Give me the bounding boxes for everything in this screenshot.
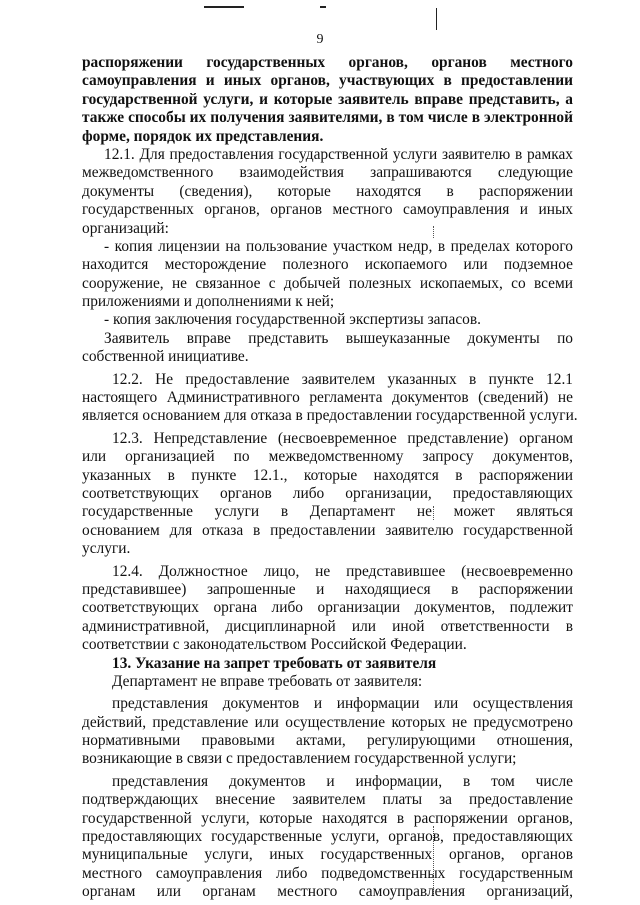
paragraph-line: государственных органов, органов местного самоуправления и иных (82, 201, 573, 219)
paragraph-line: 12.4. Должностное лицо, не представившее (несвоевременно (112, 562, 573, 580)
paragraph-line: местного самоуправления либо подведомственных государственным (82, 864, 573, 882)
heading-line: государственной услуги, и которые заявитель вправе представить, а (82, 90, 573, 108)
section-13-heading (82, 655, 573, 673)
paragraph-line: сооружение, не связанное с добычей полезных ископаемых, со всеми (82, 274, 573, 292)
paragraph-line: организаций: (82, 219, 169, 237)
paragraph-line: органам или органам местного самоуправления организаций, (82, 883, 573, 901)
paragraph-line: 12.3. Непредставление (несвоевременное представление) органом (112, 429, 573, 447)
paragraph-line: представления документов и информации или осуществления (112, 695, 573, 713)
paragraph-line: государственные услуги в Департамент не может являться (82, 503, 573, 521)
paragraph-12-3 (82, 430, 573, 559)
paragraph-line: - копия лицензии на пользование участком недр, в пределах которого (104, 237, 573, 255)
page-number: 9 (316, 32, 324, 47)
scan-artifact-top-right (436, 8, 437, 30)
heading-line: также способы их получения заявителями, в том числе в электронной (82, 109, 573, 127)
section-12-heading (82, 54, 573, 146)
heading-line: распоряжении государственных органов, органов местного (82, 54, 573, 71)
paragraph-line: предоставляющих государственные услуги, органов, предоставляющих (82, 828, 573, 846)
section-heading: 13. Указание на запрет требовать от заявителя (112, 654, 437, 672)
paragraph-line: государственной услуги, которые находятся в распоряжении органов, (82, 809, 573, 827)
document-body (82, 54, 578, 902)
paragraph-line: подтверждающих внесение заявителем платы за предоставление (82, 791, 573, 809)
paragraph-line: соответствии с законодательством Российской Федерации. (82, 636, 467, 654)
paragraph-13-intro (82, 673, 573, 691)
paragraph-line: межведомственного взаимодействия запрашиваются следующие (82, 164, 573, 182)
paragraph-line: находится месторождение полезного ископаемого или подземное (82, 256, 573, 274)
document-list-item (82, 311, 573, 329)
paragraph-line: настоящего Административного регламента документов (сведений) не (82, 389, 573, 407)
paragraph-line: или организацией по межведомственному запросу документов, (82, 448, 573, 466)
paragraph-line: муниципальные услуги, иных государственных органов, органов (82, 846, 573, 864)
paragraph-13-b (82, 773, 573, 902)
paragraph-line: представления документов и информации, в том числе (112, 772, 573, 790)
paragraph-line: административной, дисциплинарной или иной ответственности в (82, 617, 573, 635)
paragraph-line: соответствующих органов либо организации, предоставляющих (82, 484, 573, 502)
scan-artifact-top-mid (320, 6, 326, 8)
paragraph-line: соответствующих органа либо организации документов, подлежит (82, 599, 573, 617)
paragraph-line: Заявитель вправе представить вышеуказанные документы по (104, 329, 573, 347)
paragraph-line: 12.1. Для предоставления государственной услуги заявителю в рамках (104, 145, 573, 163)
paragraph-12-4 (82, 563, 573, 655)
paragraph-line: представившее) запрошенные и находящиеся в распоряжении (82, 580, 573, 598)
paragraph-line: указанных в пункте 12.1., которые находятся в распоряжении (82, 466, 573, 484)
paragraph-13-a (82, 695, 573, 769)
paragraph-line: документы (сведения), которые находятся в распоряжении (82, 182, 573, 200)
paragraph-12-1 (82, 146, 573, 238)
paragraph-line: 12.2. Не предоставление заявителем указанных в пункте 12.1 (112, 370, 573, 388)
heading-line: форме, порядок их представления. (82, 127, 324, 145)
paragraph-line: услуги. (82, 540, 131, 558)
paragraph-line: основанием для отказа в предоставлении заявителю государственной (82, 521, 573, 539)
paragraph-line: нормативными правовыми актами, регулирующими отношения, (82, 732, 573, 750)
paragraph-applicant-initiative (82, 330, 573, 367)
paragraph-12-2 (82, 370, 578, 426)
paragraph-line: - копия заключения государственной экспертизы запасов. (104, 311, 481, 329)
document-list-item (82, 238, 573, 312)
paragraph-line: действий, представление или осуществление которых не предусмотрено (82, 713, 573, 731)
paragraph-line: является основанием для отказа в предоставлении государственной услуги. (82, 407, 578, 425)
scan-artifact-top-left (204, 6, 244, 8)
paragraph-line: возникающие в связи с предоставлением государственной услуги; (82, 750, 517, 768)
paragraph-line: приложениями и дополнениями к ней; (82, 293, 335, 311)
paragraph-line: Департамент не вправе требовать от заявителя: (112, 672, 423, 690)
heading-line: самоуправления и иных органов, участвующих в предоставлении (82, 72, 573, 90)
paragraph-line: собственной инициативе. (82, 348, 249, 366)
